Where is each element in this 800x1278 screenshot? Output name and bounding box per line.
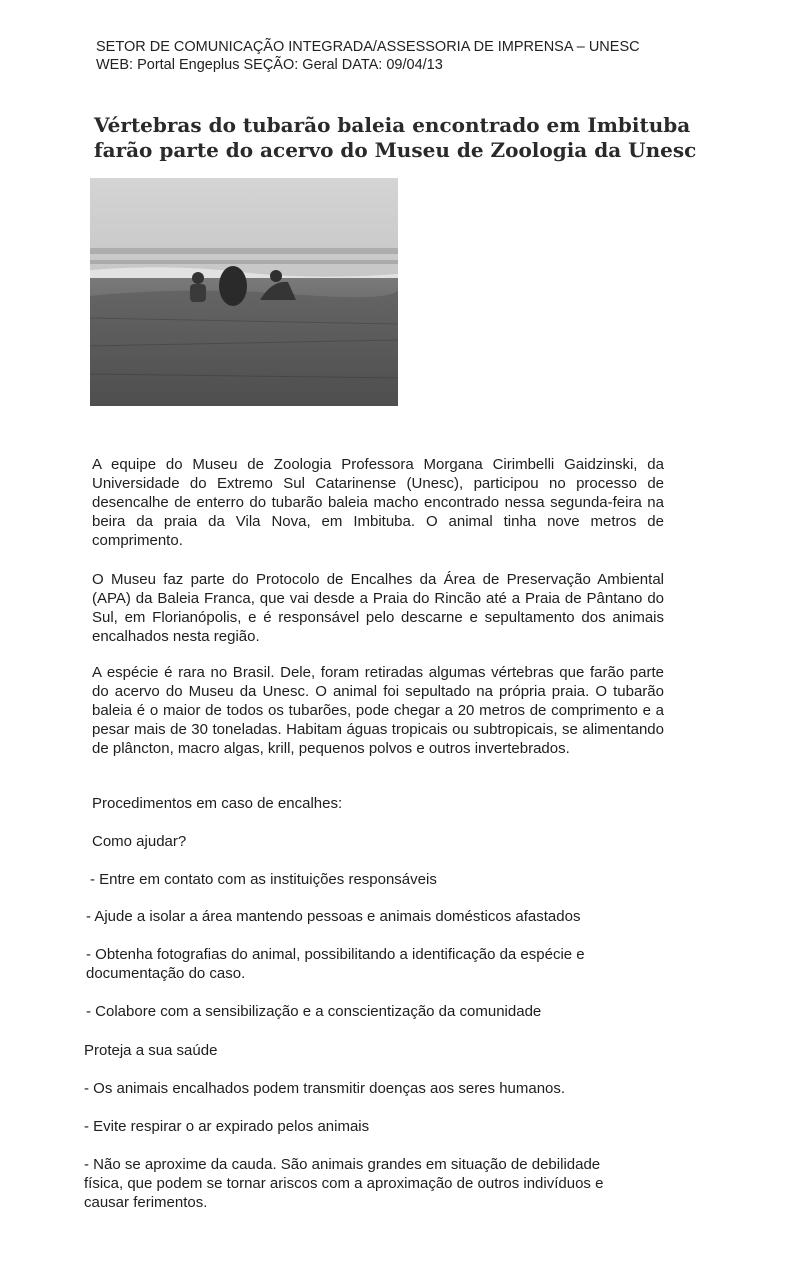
article-paragraph: A espécie é rara no Brasil. Dele, foram retiradas algumas vértebras que farão parte do acervo do Museu da Unesc. O animal foi sepultado na própria praia. O tubarão baleia é o maior de todos os tubarões, pode chegar a 20 metros de comprimento e a pesar mais de 30 toneladas. Habitam águas tropicais ou subtropicais, se alimentando de plâncton, macro algas, krill, pequenos polvos e outros invertebrados.: [92, 664, 664, 757]
header-source-line: WEB: Portal Engeplus SEÇÃO: Geral DATA: 09/04/13: [96, 57, 443, 73]
header-sector-line: SETOR DE COMUNICAÇÃO INTEGRADA/ASSESSORIA DE IMPRENSA – UNESC: [96, 39, 640, 55]
list-item: - Não se aproxime da cauda. São animais grandes em situação de debilidade: [84, 1156, 601, 1173]
list-item: - Obtenha fotografias do animal, possibilitando a identificação da espécie e: [86, 946, 585, 963]
how-to-help-heading: Como ajudar?: [92, 833, 187, 850]
article-photo: [90, 178, 398, 406]
list-item: - Colabore com a sensibilização e a conscientização da comunidade: [86, 1003, 542, 1020]
list-item-continuation: física, que podem se tornar ariscos com a aproximação de outros indivíduos e: [84, 1175, 604, 1192]
list-item-continuation: causar ferimentos.: [84, 1194, 208, 1211]
list-item: - Ajude a isolar a área mantendo pessoas e animais domésticos afastados: [86, 908, 581, 925]
health-heading: Proteja a sua saúde: [84, 1042, 218, 1059]
document-header: [96, 38, 640, 74]
list-item: - Entre em contato com as instituições responsáveis: [90, 871, 437, 888]
article-paragraph: A equipe do Museu de Zoologia Professora Morgana Cirimbelli Gaidzinski, da Universidade do Extremo Sul Catarinense (Unesc), participou no processo de desencalhe de enterro do tubarão baleia macho encontrado nessa segunda-feira na beira da praia da Vila Nova, em Imbituba. O animal tinha nove metros de comprimento.: [92, 456, 664, 549]
article-paragraph: O Museu faz parte do Protocolo de Encalhes da Área de Preservação Ambiental (APA) da Baleia Franca, que vai desde a Praia do Rincão até a Praia de Pântano do Sul, em Florianópolis, e é responsável pelo descarne e sepultamento dos animais encalhados nesta região.: [92, 571, 664, 645]
list-item: - Os animais encalhados podem transmitir doenças aos seres humanos.: [84, 1080, 566, 1097]
procedures-heading: Procedimentos em caso de encalhes:: [92, 795, 343, 812]
list-item: - Evite respirar o ar expirado pelos animais: [84, 1118, 370, 1135]
list-item-continuation: documentação do caso.: [86, 965, 246, 982]
article-title: Vértebras do tubarão baleia encontrado em Imbituba farão parte do acervo do Museu de Zoologia da Unesc: [94, 113, 697, 162]
